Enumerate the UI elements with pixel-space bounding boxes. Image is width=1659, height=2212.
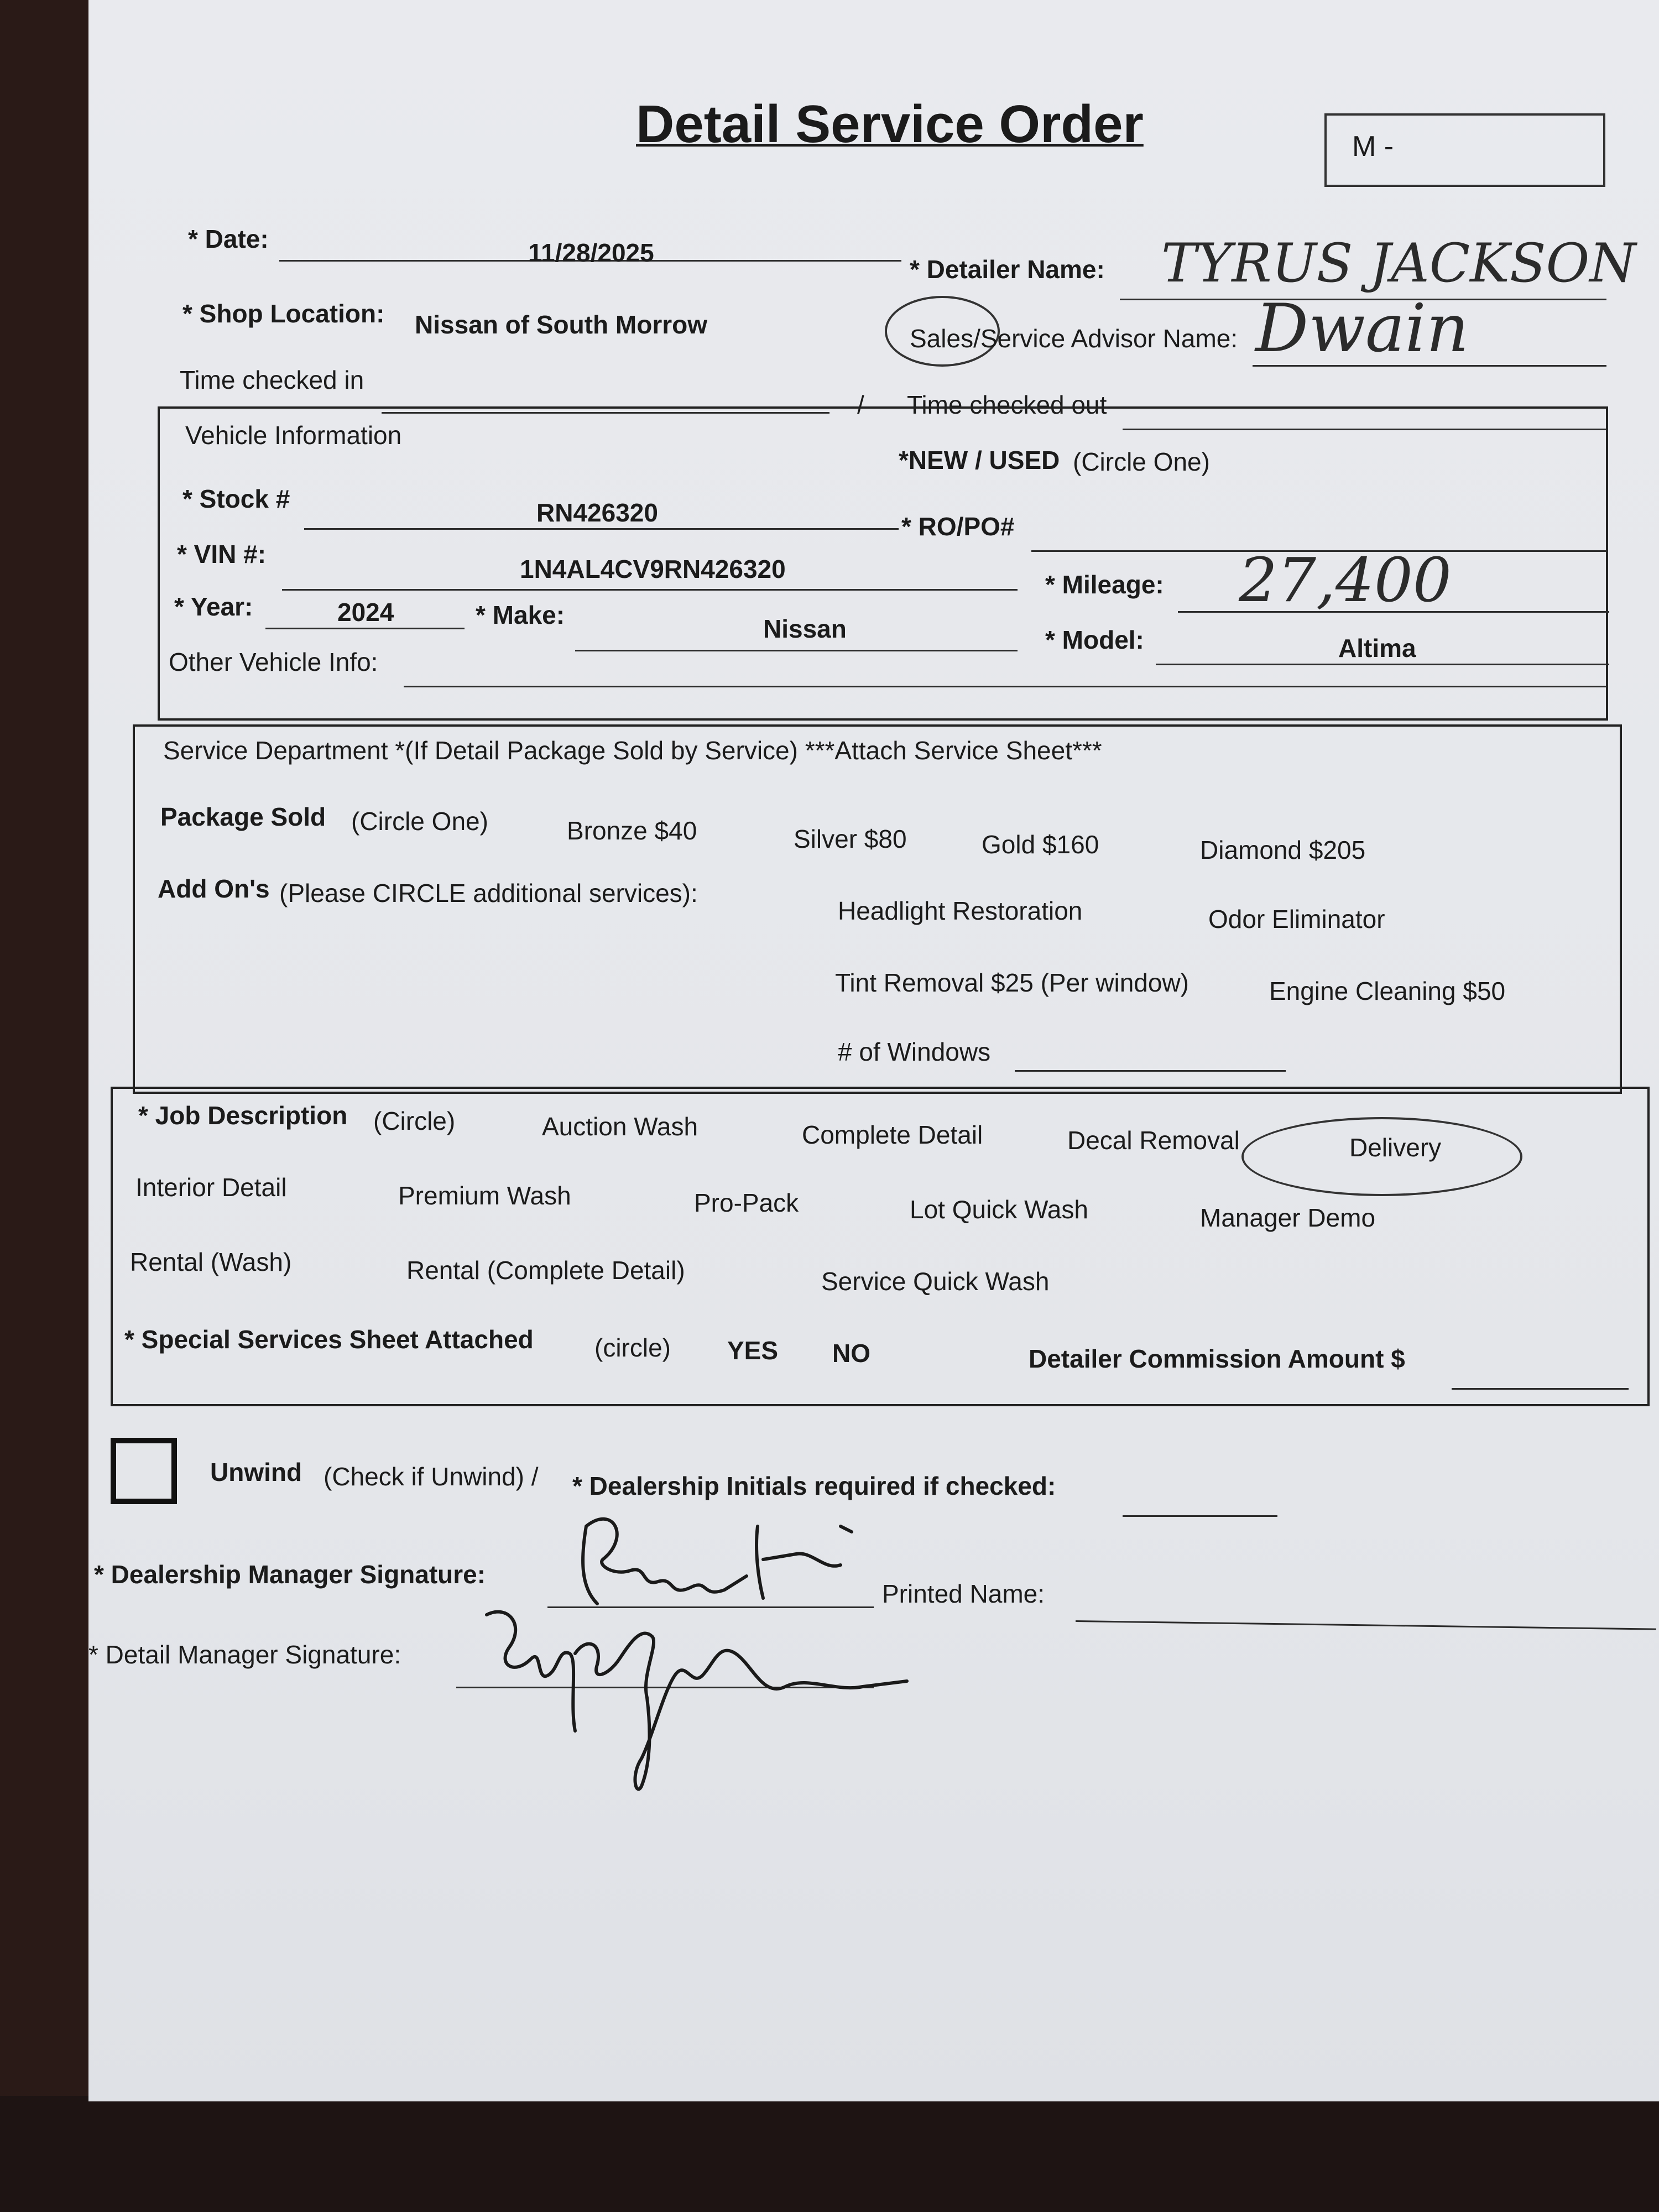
job-decal-removal[interactable]: Decal Removal [1067, 1126, 1240, 1155]
package-diamond[interactable]: Diamond $205 [1200, 836, 1366, 864]
unwind-label: Unwind [210, 1458, 302, 1486]
shop-location-label: * Shop Location: [182, 299, 385, 328]
package-silver[interactable]: Silver $80 [794, 825, 907, 853]
package-sold-label: Package Sold [160, 802, 326, 831]
addons-hint: (Please CIRCLE additional services): [279, 879, 698, 907]
detailer-name-value[interactable]: TYRUS JACKSON [1161, 232, 1636, 294]
new-used-hint: (Circle One) [1073, 447, 1210, 476]
ro-po-label: * RO/PO# [901, 512, 1015, 541]
package-gold[interactable]: Gold $160 [982, 830, 1099, 859]
new-used-label[interactable]: *NEW / USED [899, 446, 1060, 474]
addons-label: Add On's [158, 874, 270, 903]
time-in-label: Time checked in [180, 366, 364, 394]
job-auction-wash[interactable]: Auction Wash [542, 1112, 698, 1141]
job-pro-pack[interactable]: Pro-Pack [694, 1188, 799, 1217]
job-rental-wash[interactable]: Rental (Wash) [130, 1248, 292, 1276]
advisor-name-value[interactable]: Dwain [1255, 290, 1469, 367]
year-line [265, 628, 465, 629]
special-no[interactable]: NO [832, 1339, 870, 1368]
date-label: * Date: [188, 225, 269, 253]
job-premium-wash[interactable]: Premium Wash [398, 1181, 571, 1210]
vin-label: * VIN #: [177, 540, 267, 568]
windows-line [1015, 1070, 1286, 1072]
shop-location-value: Nissan of South Morrow [415, 310, 707, 339]
unwind-checkbox[interactable] [111, 1438, 177, 1504]
time-out-label: Time checked out [907, 390, 1107, 419]
manager-signature-label: * Dealership Manager Signature: [94, 1560, 486, 1589]
vehicle-info-label: Vehicle Information [185, 421, 402, 450]
job-manager-demo[interactable]: Manager Demo [1200, 1203, 1376, 1232]
printed-name-line [1076, 1620, 1656, 1630]
addon-engine[interactable]: Engine Cleaning $50 [1269, 977, 1506, 1005]
addon-headlight[interactable]: Headlight Restoration [838, 896, 1083, 925]
package-sold-hint: (Circle One) [351, 807, 488, 836]
make-label: * Make: [476, 601, 565, 629]
detailer-name-label: * Detailer Name: [910, 255, 1105, 284]
vin-value[interactable]: 1N4AL4CV9RN426320 [520, 555, 786, 583]
addon-tint[interactable]: Tint Removal $25 (Per window) [835, 968, 1189, 997]
special-services-hint: (circle) [594, 1333, 671, 1362]
job-delivery[interactable]: Delivery [1349, 1133, 1442, 1162]
job-complete-detail[interactable]: Complete Detail [802, 1120, 983, 1149]
advisor-name-label: Sales/Service Advisor Name: [910, 324, 1238, 353]
package-bronze[interactable]: Bronze $40 [567, 816, 697, 845]
job-lot-quick-wash[interactable]: Lot Quick Wash [910, 1195, 1088, 1224]
date-value[interactable]: 11/28/2025 [528, 238, 654, 267]
make-line [575, 650, 1018, 651]
make-value[interactable]: Nissan [763, 614, 847, 643]
detail-manager-signature-image [476, 1593, 918, 1803]
service-header: Service Department *(If Detail Package Sold by Service) ***Attach Service Sheet*** [163, 736, 1102, 765]
detail-manager-signature-label: * Detail Manager Signature: [88, 1640, 401, 1669]
stock-value[interactable]: RN426320 [536, 498, 658, 527]
year-label: * Year: [174, 592, 253, 621]
vin-line [282, 589, 1018, 591]
commission-line [1452, 1388, 1629, 1390]
order-prefix: M - [1352, 131, 1394, 163]
job-service-quick-wash[interactable]: Service Quick Wash [821, 1267, 1050, 1296]
special-services-label: * Special Services Sheet Attached [124, 1325, 534, 1354]
other-vehicle-info-label: Other Vehicle Info: [169, 648, 378, 676]
job-description-hint: (Circle) [373, 1107, 456, 1135]
other-vehicle-info-line [404, 686, 1606, 687]
stock-line [304, 528, 899, 530]
dealership-initials-label: * Dealership Initials required if checked: [572, 1472, 1056, 1500]
model-label: * Model: [1045, 625, 1144, 654]
stock-label: * Stock # [182, 484, 290, 513]
job-description-label: * Job Description [138, 1101, 348, 1130]
year-value[interactable]: 2024 [337, 598, 394, 627]
job-interior-detail[interactable]: Interior Detail [135, 1173, 287, 1202]
windows-label: # of Windows [838, 1037, 991, 1066]
desk-surface [0, 2096, 1659, 2212]
model-line [1156, 664, 1609, 665]
job-rental-complete-detail[interactable]: Rental (Complete Detail) [406, 1256, 685, 1285]
dealership-initials-line [1123, 1515, 1277, 1517]
service-order-form [88, 0, 1659, 2101]
addon-odor[interactable]: Odor Eliminator [1208, 905, 1385, 933]
model-value[interactable]: Altima [1338, 634, 1416, 662]
mileage-value[interactable]: 27,400 [1239, 545, 1452, 615]
commission-label: Detailer Commission Amount $ [1029, 1344, 1405, 1373]
special-yes[interactable]: YES [727, 1336, 779, 1365]
form-title: Detail Service Order [636, 95, 1144, 154]
unwind-hint: (Check if Unwind) / [324, 1462, 539, 1491]
printed-name-label: Printed Name: [882, 1579, 1045, 1608]
mileage-label: * Mileage: [1045, 570, 1164, 599]
time-separator: / [857, 390, 864, 419]
